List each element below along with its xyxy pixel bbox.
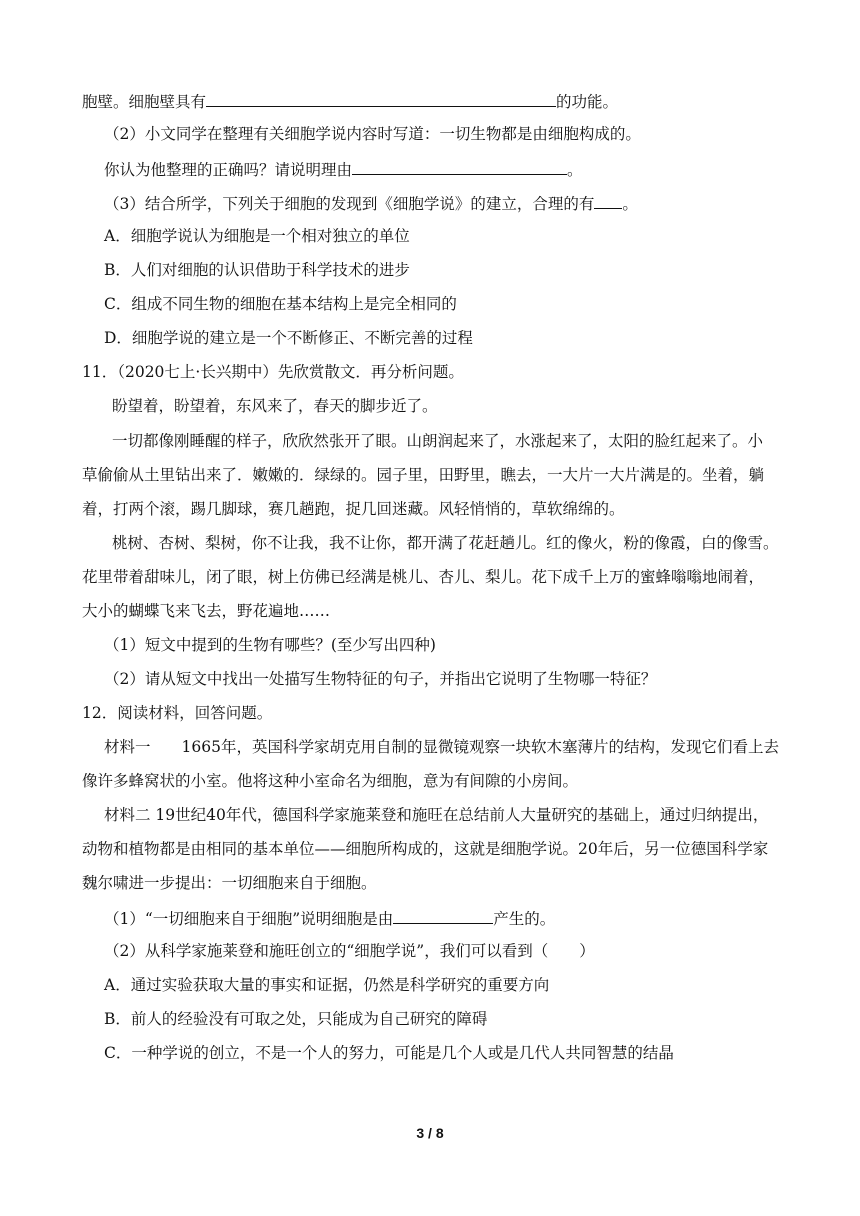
q10-line1-text: 胞壁。细胞壁具有 (82, 93, 207, 111)
q11-heading: 11．（2020七上·长兴期中）先欣赏散文．再分析问题。 (82, 363, 464, 381)
material-2-line2: 动物和植物都是由相同的基本单位——细胞所构成的，这就是细胞学说。20年后，另一位德国科学家 (82, 840, 769, 858)
option-b: B．人们对细胞的认识借助于科学技术的进步 (104, 261, 410, 279)
q10-sub3-text: （3）结合所学，下列关于细胞的发现到《细胞学说》的建立，合理的有 (104, 195, 595, 213)
q12-sub1-text: （1）“一切细胞来自于细胞”说明细胞是由 (104, 910, 394, 928)
prose-paragraph-2-line3: 着，打两个滚，踢几脚球，赛几趟跑，捉几回迷藏。风轻悄悄的，草软绵绵的。 (82, 500, 625, 518)
answer-blank[interactable] (352, 158, 567, 175)
option-d: D．细胞学说的建立是一个不断修正、不断完善的过程 (104, 329, 473, 347)
q12-sub1-end: 产生的。 (493, 910, 556, 928)
q10-line1-end: 的功能。 (556, 93, 619, 111)
material-2-line1: 材料二 19世纪40年代，德国科学家施莱登和施旺在总结前人大量研究的基础上，通过归纳提出， (104, 806, 769, 824)
q12-sub1 (104, 907, 555, 929)
prose-paragraph-3-line1: 桃树、杏树、梨树，你不让我，我不让你，都开满了花赶趟儿。红的像火，粉的像霞，白的像雪。 (112, 534, 779, 552)
q11-sub1: （1）短文中提到的生物有哪些？(至少写出四种) (104, 636, 436, 654)
q10-sub3-end: 。 (622, 195, 638, 213)
page-number: 3 / 8 (416, 1125, 444, 1141)
q10-sub2: （2）小文同学在整理有关细胞学说内容时写道：一切生物都是由细胞构成的。 (104, 125, 641, 143)
answer-blank[interactable] (594, 192, 622, 209)
material-2-line3: 魏尔啸进一步提出：一切细胞来自于细胞。 (82, 874, 377, 892)
material-1-line1: 材料一 1665年，英国科学家胡克用自制的显微镜观察一块软木塞薄片的结构，发现它们看上去 (104, 738, 779, 756)
prose-paragraph-2-line1: 一切都像刚睡醒的样子，欣欣然张开了眼。山朗润起来了，水涨起来了，太阳的脸红起来了。小 (112, 432, 764, 450)
prose-paragraph-3-line3: 大小的蝴蝶飞来飞去，野花遍地…… (82, 602, 331, 620)
prose-paragraph-2-line2: 草偷偷从土里钻出来了．嫩嫩的．绿绿的。园子里，田野里，瞧去，一大片一大片满是的。坐着，躺 (82, 466, 765, 484)
prose-paragraph-1: 盼望着，盼望着，东风来了，春天的脚步近了。 (112, 397, 438, 415)
answer-blank[interactable] (206, 90, 556, 107)
q12-heading: 12．阅读材料，回答问题。 (82, 704, 273, 722)
q10-sub2-prompt-text: 你认为他整理的正确吗？请说明理由 (104, 161, 353, 179)
q10-sub2-prompt (104, 158, 583, 180)
option-b: B．前人的经验没有可取之处，只能成为自己研究的障碍 (104, 1010, 488, 1028)
prose-paragraph-3-line2: 花里带着甜味儿，闭了眼，树上仿佛已经满是桃儿、杏儿、梨儿。花下成千上万的蜜蜂嗡嗡地闹着， (82, 568, 765, 586)
answer-blank[interactable] (393, 907, 493, 924)
q10-sub2-prompt-end: 。 (567, 161, 583, 179)
option-a: A．通过实验获取大量的事实和证据，仍然是科学研究的重要方向 (104, 976, 550, 994)
q12-sub2: （2）从科学家施莱登和施旺创立的“细胞学说”，我们可以看到（ ） (104, 942, 595, 960)
q10-line1 (82, 90, 618, 112)
q11-sub2: （2）请从短文中找出一处描写生物特征的句子，并指出它说明了生物哪一特征？ (104, 670, 657, 688)
q10-sub3 (104, 192, 638, 214)
material-1-line2: 像许多蜂窝状的小室。他将这种小室命名为细胞，意为有间隙的小房间。 (82, 772, 579, 790)
option-a: A．细胞学说认为细胞是一个相对独立的单位 (104, 227, 410, 245)
option-c: C．一种学说的创立，不是一个人的努力，可能是几个人或是几代人共同智慧的结晶 (104, 1044, 674, 1062)
option-c: C．组成不同生物的细胞在基本结构上是完全相同的 (104, 295, 457, 313)
